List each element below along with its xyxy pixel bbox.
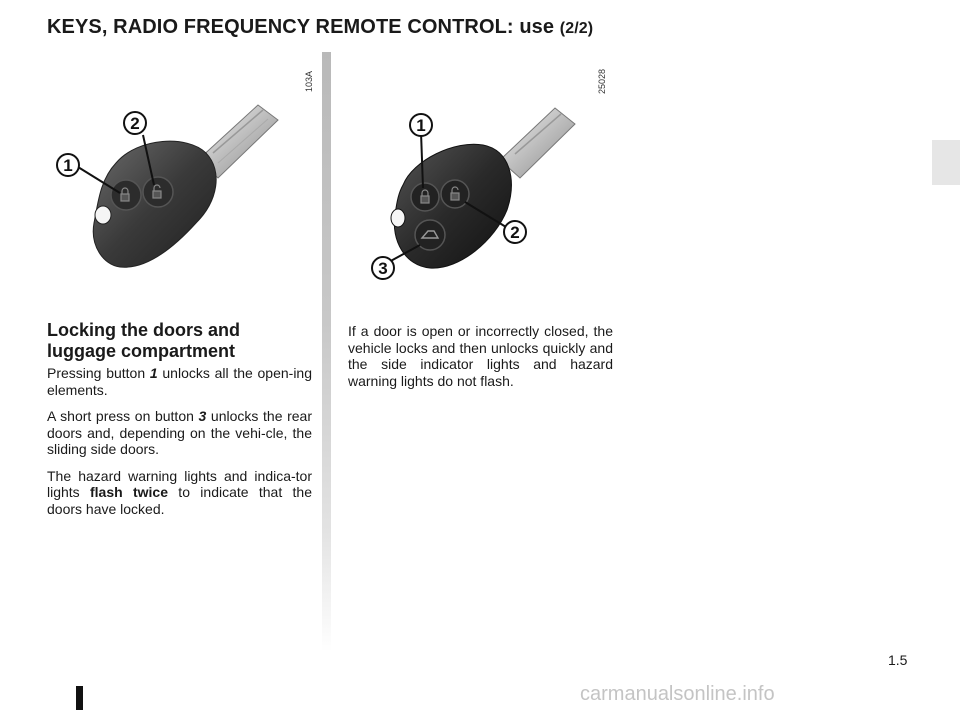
left-figure-code: 103A	[304, 70, 314, 92]
text-run: to indicate that the doors have locked.	[47, 484, 312, 517]
right-figure-code: 25028	[597, 68, 607, 94]
key-blade	[500, 108, 575, 178]
button-reference: 3	[198, 408, 207, 424]
button-reference: 1	[149, 365, 158, 381]
paragraph	[47, 365, 312, 398]
callout-1	[57, 154, 79, 176]
title-part-indicator: (2/2)	[559, 20, 594, 37]
key-three-button-figure	[365, 100, 615, 290]
text-run: The hazard warning lights and indica-tor lights	[47, 467, 312, 500]
column-divider	[322, 52, 331, 652]
callout-label: 2	[510, 223, 520, 242]
emphasis: flash twice	[90, 484, 168, 500]
text-run: unlocks all the open-ing elements.	[47, 365, 312, 398]
paragraph	[47, 468, 312, 518]
page-number: 1.5	[888, 652, 908, 668]
title-main: KEYS, RADIO FREQUENCY REMOTE CONTROL: use	[47, 16, 555, 38]
callout-1	[410, 114, 432, 136]
paragraph	[47, 408, 312, 458]
section-heading: Locking the doors and luggage compartment	[47, 320, 241, 361]
paragraph: If a door is open or incorrectly closed, the vehicle locks and then unlocks quickly and the side indicator lights and hazard warning lights do not flash.	[348, 323, 613, 389]
callout-2	[504, 221, 526, 243]
right-column-text	[348, 323, 613, 399]
callout-3	[372, 257, 394, 279]
text-run: Pressing button	[47, 365, 150, 381]
callout-2	[124, 112, 146, 134]
callout-label: 3	[378, 259, 388, 278]
key-ring-hole	[95, 206, 111, 224]
left-column-text	[47, 365, 312, 527]
corner-mark	[76, 686, 83, 710]
watermark: carmanualsonline.info	[580, 683, 775, 705]
page-title	[47, 16, 593, 39]
chapter-tab	[932, 140, 960, 185]
text-run: A short press on button	[47, 408, 199, 424]
callout-label: 1	[63, 156, 73, 175]
callout-label: 1	[416, 116, 426, 135]
text-run: unlocks the rear doors and, depending on the vehi-cle, the sliding side doors.	[47, 408, 312, 457]
key-ring-hole	[391, 209, 405, 227]
callout-label: 2	[130, 114, 140, 133]
key-two-button-figure	[48, 95, 298, 285]
